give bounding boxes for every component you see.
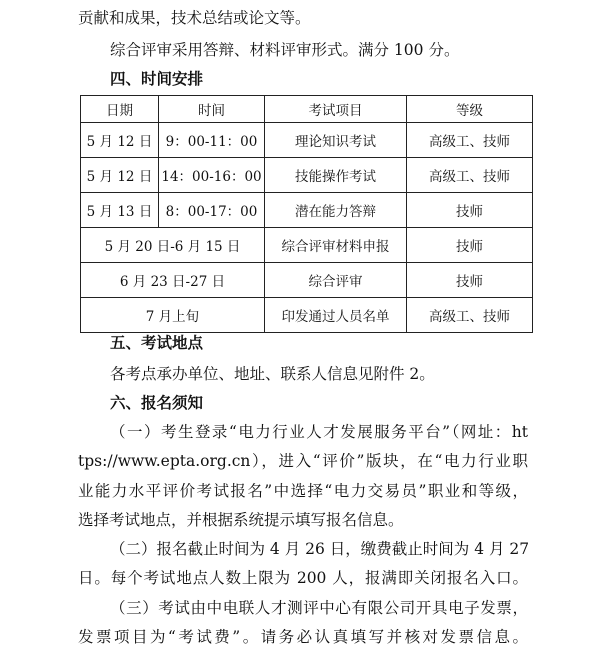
note-line: tps://www.epta.org.cn），进入“评价”版块，在“电力行业职 [78, 452, 528, 470]
cell-date: 5 月 12 日 [81, 158, 159, 193]
cell-date: 5 月 12 日 [81, 123, 159, 158]
note-line: 发票项目为“考试费”。请务必认真填写并核对发票信息。 [78, 628, 528, 646]
cell-item: 综合评审材料申报 [265, 228, 407, 263]
cell-date: 5 月 13 日 [81, 193, 159, 228]
table-row [81, 228, 533, 263]
cell-period: 5 月 20 日-6 月 15 日 [81, 228, 265, 263]
cell-item: 技能操作考试 [265, 158, 407, 193]
note-line: （一）考生登录“电力行业人才发展服务平台”（网址：ht [110, 423, 528, 441]
note-line: （二）报名截止时间为 4 月 26 日，缴费截止时间为 4 月 27 [110, 540, 530, 558]
section-heading-registration: 六、报名须知 [110, 394, 204, 412]
cell-level: 高级工、技师 [407, 158, 533, 193]
table-row [81, 158, 533, 193]
paragraph-line: 综合评审采用答辩、材料评审形式。满分 100 分。 [110, 41, 460, 59]
note-line: 业能力水平评价考试报名”中选择“电力交易员”职业和等级， [78, 482, 528, 500]
note-line: 日。每个考试地点人数上限为 200 人，报满即关闭报名入口。 [78, 569, 528, 587]
cell-level: 技师 [407, 228, 533, 263]
section-heading-location: 五、考试地点 [110, 334, 204, 352]
header-cell-level: 等级 [407, 96, 533, 123]
paragraph-line: 贡献和成果，技术总结或论文等。 [78, 9, 311, 27]
note-line: （三）考试由中电联人才测评中心有限公司开具电子发票， [110, 599, 528, 617]
cell-time: 8：00-17：00 [159, 193, 265, 228]
cell-time: 9：00-11：00 [159, 123, 265, 158]
note-line: 选择考试地点，并根据系统提示填写报名信息。 [78, 511, 404, 529]
cell-item: 理论知识考试 [265, 123, 407, 158]
cell-period: 6 月 23 日-27 日 [81, 263, 265, 298]
table-row [81, 298, 533, 333]
table-row [81, 123, 533, 158]
cell-time: 14：00-16：00 [159, 158, 265, 193]
cell-level: 技师 [407, 263, 533, 298]
cell-level: 高级工、技师 [407, 123, 533, 158]
paragraph-line: 各考点承办单位、地址、联系人信息见附件 2。 [110, 365, 435, 383]
table-row [81, 193, 533, 228]
cell-period: 7 月上旬 [81, 298, 265, 333]
header-cell-time: 时间 [159, 96, 265, 123]
header-cell-item: 考试项目 [265, 96, 407, 123]
cell-item: 印发通过人员名单 [265, 298, 407, 333]
section-heading-schedule: 四、时间安排 [110, 70, 204, 88]
table-header-row [81, 96, 533, 123]
cell-level: 技师 [407, 193, 533, 228]
table-row [81, 263, 533, 298]
header-cell-date: 日期 [81, 96, 159, 123]
cell-level: 高级工、技师 [407, 298, 533, 333]
schedule-table [80, 95, 533, 333]
cell-item: 综合评审 [265, 263, 407, 298]
cell-item: 潜在能力答辩 [265, 193, 407, 228]
